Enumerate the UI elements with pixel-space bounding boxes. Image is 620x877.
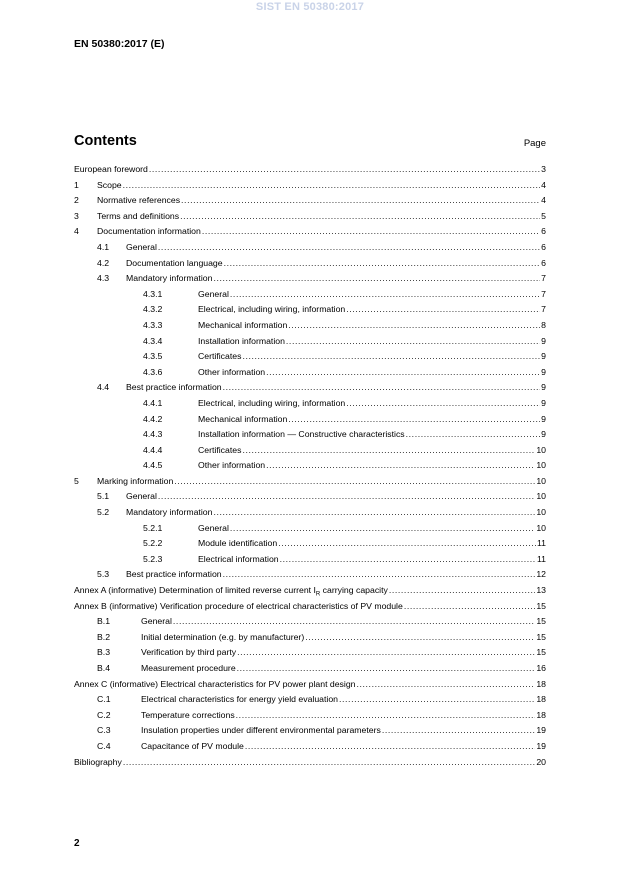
toc-leader-dots: [357, 679, 536, 689]
toc-entry-title: Insulation properties under different environmental parameters: [141, 725, 381, 736]
toc-leader-dots: [224, 258, 541, 268]
toc-entry[interactable]: [74, 320, 546, 336]
toc-entry-title: General: [141, 616, 172, 627]
toc-leader-dots: [123, 757, 536, 767]
toc-entry[interactable]: [74, 211, 546, 227]
toc-entry[interactable]: [74, 414, 546, 430]
toc-entry-page: 5: [541, 210, 546, 221]
toc-entry-page: 6: [541, 226, 546, 237]
toc-entry-page: 6: [541, 257, 546, 268]
toc-entry[interactable]: [74, 226, 546, 242]
toc-entry[interactable]: [74, 429, 546, 445]
toc-entry-title: Electrical information: [198, 553, 279, 564]
toc-entry-title: Scope: [97, 179, 122, 190]
toc-leader-dots: [213, 273, 540, 283]
toc-leader-dots: [158, 242, 540, 252]
toc-entry-title: Annex B (informative) Verification procedure of electrical characteristics of PV module: [74, 600, 403, 611]
toc-entry-title: Electrical characteristics for energy yield evaluation: [141, 694, 339, 705]
toc-entry-page: 9: [541, 397, 546, 408]
toc-entry-subscript: R: [315, 591, 321, 598]
toc-entry-title: Verification by third party: [141, 647, 237, 658]
toc-entry-page: 18: [536, 678, 546, 689]
toc-entry-page: 4: [541, 195, 546, 206]
toc-entry[interactable]: [74, 273, 546, 289]
toc-leader-dots: [382, 725, 535, 735]
toc-entry-title: Other information: [198, 366, 266, 377]
toc-entry-page: 18: [536, 709, 546, 720]
toc-entry-title: General: [198, 288, 229, 299]
toc-entry[interactable]: [74, 304, 546, 320]
toc-entry-number: B.4: [97, 663, 111, 673]
toc-entry-page: 20: [536, 756, 546, 767]
toc-entry-page: 11: [536, 553, 546, 564]
toc-entry[interactable]: [74, 258, 546, 274]
toc-entry-title: Mandatory information: [126, 507, 213, 518]
toc-entry-title: Installation information — Constructive characteristics: [198, 429, 405, 440]
toc-entry-title: Annex C (informative) Electrical characteristics for PV power plant design: [74, 678, 356, 689]
toc-entry-number: 5.2: [97, 507, 110, 518]
toc-leader-dots: [389, 585, 535, 595]
toc-entry-number: C.2: [97, 709, 111, 720]
toc-entry-title: Normative references: [97, 195, 181, 206]
toc-leader-dots: [230, 523, 535, 533]
toc-leader-dots: [346, 304, 540, 314]
toc-entry-number: C.1: [97, 694, 111, 705]
toc-entry-number: 4.4.4: [143, 444, 163, 455]
toc-entry-title: Mandatory information: [126, 273, 213, 284]
toc-entry[interactable]: [74, 632, 546, 648]
toc-entry-number: C.3: [97, 725, 111, 736]
toc-entry-title: Certificates: [198, 444, 242, 455]
toc-entry-title: Electrical, including wiring, information: [198, 397, 346, 408]
table-of-contents: [74, 164, 546, 772]
toc-entry[interactable]: [74, 476, 546, 492]
toc-entry-page: 13: [536, 585, 546, 596]
toc-entry-number: 5.2.3: [143, 553, 163, 564]
toc-leader-dots: [202, 226, 540, 236]
toc-entry-number: B.1: [97, 616, 111, 627]
toc-leader-dots: [346, 398, 540, 408]
toc-entry[interactable]: [74, 367, 546, 383]
toc-entry-number: 3: [74, 210, 79, 221]
toc-entry-title: Initial determination (e.g. by manufacturer): [141, 631, 305, 642]
toc-entry-page: 10: [536, 507, 546, 518]
toc-entry-title: Installation information: [198, 335, 285, 346]
toc-entry[interactable]: [74, 601, 546, 617]
toc-entry-title: Terms and definitions: [97, 210, 180, 221]
toc-leader-dots: [286, 336, 540, 346]
toc-leader-dots: [280, 554, 536, 564]
toc-entry-page: 8: [541, 319, 546, 330]
toc-entry-title: Annex A (informative) Determination of limited reverse current $I_R$ carrying capacity: [74, 585, 388, 598]
toc-leader-dots: [288, 320, 540, 330]
toc-entry-title: Capacitance of PV module: [141, 740, 244, 751]
toc-entry[interactable]: [74, 569, 546, 585]
toc-entry-page: 9: [541, 335, 546, 346]
toc-entry-number: 5.1: [97, 491, 110, 502]
toc-entry-page: 6: [541, 241, 546, 252]
toc-entry[interactable]: [74, 242, 546, 258]
toc-entry-page: 9: [541, 351, 546, 362]
toc-entry-title: Documentation information: [97, 226, 201, 237]
toc-leader-dots: [223, 569, 536, 579]
toc-leader-dots: [236, 710, 536, 720]
toc-leader-dots: [174, 476, 535, 486]
toc-leader-dots: [245, 741, 535, 751]
toc-entry-page: 18: [536, 694, 546, 705]
toc-entry[interactable]: [74, 398, 546, 414]
toc-leader-dots: [149, 164, 540, 174]
toc-entry[interactable]: [74, 164, 546, 180]
toc-entry[interactable]: [74, 445, 546, 461]
toc-leader-dots: [339, 694, 535, 704]
toc-leader-dots: [158, 491, 535, 501]
toc-entry-number: 4.3.4: [143, 335, 163, 346]
toc-entry-page: 19: [536, 740, 546, 751]
toc-entry-page: 10: [536, 475, 546, 486]
toc-entry-page: 10: [536, 444, 546, 455]
toc-entry-page: 9: [541, 366, 546, 377]
toc-entry-title: Module identification: [198, 538, 278, 549]
toc-entry-number: 4.3: [97, 273, 110, 284]
toc-entry-page: 7: [541, 304, 546, 315]
toc-entry[interactable]: [74, 725, 546, 741]
toc-entry-title: Best practice information: [126, 569, 222, 580]
toc-entry[interactable]: [74, 710, 546, 726]
toc-entry-title: General: [198, 522, 229, 533]
toc-entry-page: 3: [541, 164, 546, 174]
toc-entry-page: 9: [541, 413, 546, 424]
toc-entry-number: 4.4.1: [143, 397, 163, 408]
toc-entry-page: 15: [536, 600, 546, 611]
toc-entry-title: Mechanical information: [198, 319, 288, 330]
toc-leader-dots: [242, 445, 535, 455]
toc-leader-dots: [180, 211, 540, 221]
toc-entry-number: 5.2.1: [143, 522, 163, 533]
toc-entry[interactable]: [74, 351, 546, 367]
toc-entry[interactable]: [74, 741, 546, 757]
toc-entry-page: 10: [536, 460, 546, 471]
toc-entry-title: Marking information: [97, 475, 174, 486]
toc-entry-page: 16: [536, 663, 546, 673]
toc-entry-number: 4.4.5: [143, 460, 163, 471]
toc-entry[interactable]: [74, 491, 546, 507]
toc-entry[interactable]: [74, 663, 546, 679]
toc-entry-title: Electrical, including wiring, information: [198, 304, 346, 315]
toc-entry[interactable]: [74, 289, 546, 305]
toc-entry[interactable]: [74, 679, 546, 695]
toc-entry[interactable]: [74, 538, 546, 554]
toc-entry-page: 4: [541, 179, 546, 190]
toc-entry-title: Certificates: [198, 351, 242, 362]
toc-leader-dots: [223, 382, 541, 392]
toc-entry[interactable]: [74, 336, 546, 352]
toc-entry[interactable]: [74, 694, 546, 710]
page-column-header: Page: [523, 138, 546, 149]
toc-entry-title: Best practice information: [126, 382, 222, 393]
toc-entry-number: B.3: [97, 647, 111, 658]
toc-entry[interactable]: [74, 195, 546, 211]
toc-leader-dots: [278, 538, 536, 548]
toc-entry-page: 9: [541, 382, 546, 393]
toc-entry-number: 4.2: [97, 257, 110, 268]
toc-entry-page: 10: [536, 491, 546, 502]
toc-entry-number: 5: [74, 475, 79, 486]
toc-entry[interactable]: [74, 616, 546, 632]
toc-entry-number: 5.2.2: [143, 538, 163, 549]
toc-entry-number: B.2: [97, 631, 111, 642]
toc-entry-number: 4: [74, 226, 79, 237]
toc-entry-page: 10: [536, 522, 546, 533]
toc-entry[interactable]: [74, 523, 546, 539]
toc-leader-dots: [404, 601, 536, 611]
toc-entry-number: 4.1: [97, 241, 110, 252]
toc-entry-title: Measurement procedure: [141, 663, 236, 673]
toc-entry-number: 4.3.5: [143, 351, 163, 362]
toc-leader-dots: [266, 367, 540, 377]
toc-leader-dots: [305, 632, 535, 642]
toc-entry-page: 15: [536, 631, 546, 642]
toc-entry[interactable]: [74, 382, 546, 398]
toc-leader-dots: [213, 507, 535, 517]
toc-leader-dots: [123, 180, 541, 190]
toc-entry-page: 7: [541, 273, 546, 284]
toc-entry-number: 4.3.1: [143, 288, 163, 299]
toc-entry-page: 12: [536, 569, 546, 580]
toc-entry-title: General: [126, 241, 157, 252]
toc-entry-title: Mechanical information: [198, 413, 288, 424]
toc-entry-title: Bibliography: [74, 756, 122, 767]
toc-entry-page: 15: [536, 647, 546, 658]
toc-entry-number: 4.4.2: [143, 413, 163, 424]
toc-leader-dots: [181, 195, 540, 205]
toc-entry-title: European foreword: [74, 164, 148, 174]
toc-entry[interactable]: [74, 180, 546, 196]
toc-entry-number: 4.4.3: [143, 429, 163, 440]
toc-entry-title: Other information: [198, 460, 266, 471]
toc-entry-number: C.4: [97, 740, 111, 751]
toc-entry-title: Temperature corrections: [141, 709, 235, 720]
page-title: Contents: [74, 133, 137, 149]
toc-entry[interactable]: [74, 554, 546, 570]
toc-leader-dots: [173, 616, 535, 626]
toc-leader-dots: [406, 429, 541, 439]
toc-entry-page: 7: [541, 288, 546, 299]
toc-entry-number: 2: [74, 195, 79, 206]
toc-entry[interactable]: [74, 507, 546, 523]
toc-entry-title: Documentation language: [126, 257, 223, 268]
toc-leader-dots: [237, 647, 535, 657]
toc-leader-dots: [230, 289, 540, 299]
toc-leader-dots: [266, 460, 535, 470]
toc-entry-number: 1: [74, 179, 79, 190]
toc-entry[interactable]: [74, 585, 546, 601]
page-number: 2: [74, 838, 80, 849]
toc-entry-number: 4.3.3: [143, 319, 163, 330]
toc-entry-page: 11: [536, 538, 546, 549]
toc-entry[interactable]: [74, 647, 546, 663]
toc-entry[interactable]: [74, 757, 546, 773]
toc-leader-dots: [237, 663, 536, 673]
toc-entry-number: 4.3.2: [143, 304, 163, 315]
toc-entry-number: 4.4: [97, 382, 110, 393]
toc-leader-dots: [242, 351, 540, 361]
toc-entry-page: 19: [536, 725, 546, 736]
toc-leader-dots: [288, 414, 540, 424]
toc-entry-number: 5.3: [97, 569, 110, 580]
toc-entry-page: 9: [541, 429, 546, 440]
watermark: SIST EN 50380:2017: [255, 1, 365, 13]
toc-entry-title: General: [126, 491, 157, 502]
toc-entry-page: 15: [536, 616, 546, 627]
document-id: EN 50380:2017 (E): [74, 38, 165, 50]
toc-entry-number: 4.3.6: [143, 366, 163, 377]
toc-entry[interactable]: [74, 460, 546, 476]
